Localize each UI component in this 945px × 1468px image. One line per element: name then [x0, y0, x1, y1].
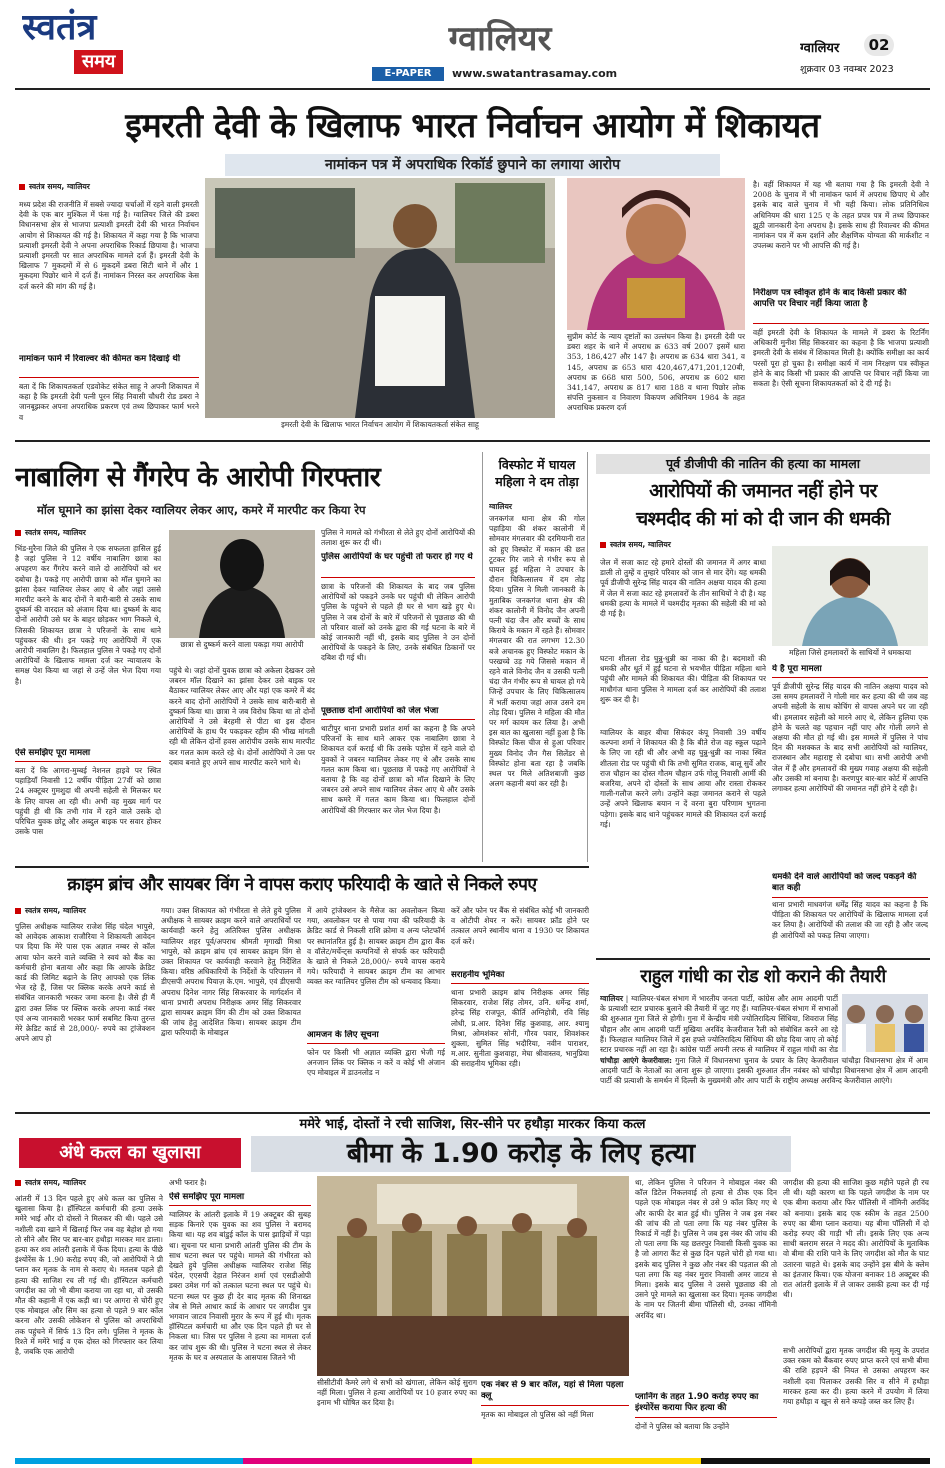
- photo-accused: [169, 530, 315, 638]
- col1-subhead: ऐसे समझिए पूरा मामला: [15, 748, 161, 762]
- story-gangrape: [15, 452, 475, 862]
- logo-top: स्वतंत्र: [22, 8, 97, 48]
- col1-para3: ग्वालियर के बाहर बीचा सिकंदर कंपू निवासी 39 वर्षीय कल्पना शर्मा ने शिकायत की है कि बीते रोज वह स्कूल पढ़ाने के लिए जा रही थी और अभी वह घुन्नु-धुन्नी का नाका स्थित शीतला रोड पर पहुंची थी कि तभी सुमित राजक, बालू सुर्वे और राज चौहान का दोस्त गौतम चौहान उर्फ गोलू निवासी आर्मी की बजरिया, अपने दो दोस्तों के साथ आया और रास्ता रोककर गाली-गलौज करने लगे। उन्होंने कहा जमानत कराने से पहले उन्हें अपने खिलाफ बयान न दें वरना बुरा परिणाम भुगतना पड़ेगा। इसके बाद थाने पहुंचकर मामले की शिकायत दर्ज कराई गई।: [600, 728, 766, 829]
- headline: विस्फोट में घायल महिला ने दम तोड़ा: [495, 457, 579, 489]
- headline: राहुल गांधी का रोड शो कराने की तैयारी: [640, 966, 886, 987]
- kicker: ममेरे भाई, दोस्तों ने रची साजिश, सिर-सीने पर हथौड़ा मारकर किया कत्ल: [299, 1117, 646, 1132]
- epaper-strip: [372, 67, 748, 81]
- photo-complainant: [205, 178, 555, 418]
- byline-marker: [15, 1180, 21, 1186]
- edition-box: [800, 34, 920, 74]
- city-title: ग्वालियर: [448, 19, 552, 59]
- byline-text: स्वतंत्र समय, ग्वालियर: [610, 540, 671, 549]
- photo-imarti-devi: [567, 178, 745, 330]
- byline: [600, 540, 760, 552]
- col4-para2: थाना प्रभारी क्राइम ब्रांच निरीक्षक अमर सिंह सिकरवार, राजेश सिंह तोमर, उनि. धर्मेन्द्र शर्मा, हरेन्द्र सिंह राजपूत, कीर्ति अग्निहोत्री, रवि सिंह लोधी, प्र.आर. दिनेश सिंह कुशवाह, आर. श्यामु मिश्रा, ओमशंकर सोनी, गौरव पवार, शिवशंकर शुक्ला, सुमित सिंह भदौरिया, नवीन पाराशर, म.आर. सुनीता कुशवाहा, मेघा श्रीवास्तव, भानुप्रिया की सराहनीय भूमिका रही।: [451, 988, 589, 1069]
- col2-para2: थाना प्रभारी माधवगंज धर्मेंद्र सिंह यादव का कहना है कि पीड़िता की शिकायत पर आरोपियों के खिलाफ मामला दर्ज कर लिया है। आरोपियों की तलाश की जा रही है और जल्द ही आरोपियों को पकड़ लिया जाएगा।: [772, 900, 928, 940]
- body2-text: गुना जिले में विधानसभा चुनाव के प्रचार के लिए केजरीवाल चांचौड़ा विधानसभा क्षेत्र में आम आदमी पार्टी के नेताओं का आना शुरू हो जाएगा। इसकी शुरुआत तीन नवंबर को चांचौड़ा विधानसभा क्षेत्र में आम आदमी पार्टी की प्रत्याशी के समर्थन में दिल्ली के मुख्यमंत्री और आप पार्टी के राष्ट्रीय अध्यक्ष अरविन्द केजरीवाल आएंगे।: [600, 1056, 928, 1086]
- col2: गया। उक्त शिकायत को गंभीरता से लेते हुये पुलिस अधीक्षक ने सायबर क्राइम करने वाले अपराधियों पर कार्यवाही करने हेतु अतिरिक्त पुलिस अधीक्षक ग्वालियर शहर पूर्व/अपराध श्रीमती मृगाखी मिश्रा भापुसे, को क्राइम ब्रांच एवं सायबर क्राइम विंग से उक्त शिकायत पर कार्यवाही करवाने हेतु निर्देशित किया। वरिष्ठ अधिकारियों के निर्देशों के परिपालन में डीएसपी अपराध पियाज़ के.एम. भापुसे, एवं डीएसपी अपराध दिनेश नागर सिंह सिकरवार के मार्गदर्शन में थाना प्रभारी अपराध निरीक्षक अमर सिंह सिकरवार द्वारा सायबर क्राइम विंग की टीम को उक्त शिकायत की जांच हेतु आदेशित किया। सायबर क्राइम टीम द्वारा फरियादी के मोबाइल: [161, 906, 301, 1038]
- col1-para2: बता दें कि आगरा-मुम्बई नेशनल हाइवे पर स्थित पहाड़ियाँ निवासी 12 वर्षीय पीड़िता 27वीं को छात्रा 24 अक्टूबर गुमशुदा थी अपनी सहेली से मिलकर घर के लिए वापस आ रही थी। अभी वह मुख्य मार्ग पर पहुंची ही थी कि तभी गांव में रहने वाले उसके दो परिचित युवक छोटू और अब्दुल बाइक पर सवार होकर उसके पास: [15, 766, 161, 837]
- kicker: पूर्व डीजीपी की नातिन की हत्या का मामला: [596, 454, 930, 474]
- tag: अंधे कत्ल का खुलासा: [19, 1138, 241, 1168]
- col2-subhead1: ये है पूरा मामला: [772, 664, 928, 678]
- col3-para3: थाटीपुर थाना प्रभारी प्रशांत शर्मा का कहना है कि अपने परिजनों के साथ थाने आकर एक नाबालिग छात्रा ने शिकायत दर्ज कराई थी कि उसके पड़ोस में रहने वाले दो युवकों ने जबरन ग्वालियर लेकर गए थे और उसके साथ गलत काम किया था। पूछताछ में पकड़े गए आरोपियों ने बताया है कि वह दोनों छात्रा को मॉल दिखाने के लिए जबरन उसे अपने साथ ग्वालियर लेकर आए थे और उसके साथ कमरे में गलत काम किया था। फिलहाल दोनों आरोपियों की गिरफ्तार कर जेल भेज दिया है।: [321, 724, 475, 815]
- byline-text: स्वतंत्र समय, ग्वालियर: [29, 182, 90, 191]
- col3-para1: सुप्रीम कोर्ट के न्याय दृष्टांतों का उल्लंघन किया है। इमरती देवी पर डबरा शहर के थाने में अपराध क्र 633 वर्ष 2007 इसमें धारा 353, 186,427 और 147 है। अपराध क्र 634 धारा 341, व 145, अपराध क्र 653 धारा 420,467,471,201,120बी, अपराध क्र 668 धारा 500, 506, अपराध क्र 602 धारा 341,147, अपराध क्र 817 धारा 188 व थाना पिछोर लोक संपत्ति नुकसान व निवारण विकपण अधिनियम 1984 के तहत अपराधिक प्रकरण दर्ज: [567, 332, 745, 413]
- col4: करें और फोन पर बैंक से संबंधित कोई भी जानकारी व ओटीपी शेयर न करें। सायबर फ्रॉड होने पर तत्काल अपने स्थानीय थाना व 1930 पर शिकायत दर्ज करें।: [451, 906, 589, 946]
- headline-line1: आरोपियों की जमानत नहीं होने पर: [649, 480, 877, 502]
- col2-para2: ग्वालियर के आंतरी इलाके में 19 अक्टूबर की सुबह सड़क किनारे एक युवक का शव पुलिस ने बरामद किया था। यह शव बांडुई कॉल के पास झाड़ियों में पड़ा था। सूचना पर थाना प्रभारी आंतरी पुलिस की टीम के साथ घटना स्थल पर पहुंचे। मामले की गंभीरता को देखते हुये पुलिस अधीक्षक ग्वालियर राजेश सिंह चंदेल, एएसपी देहात निरंजन शर्मा एवं एसडीओपी डबरा उमेश गर्ग को तत्काल घटना स्थल पर पहुंचे थे। घटना स्थल पर कुछ ही देर बाद मृतक की शिनाख्त जेब से मिले आधार कार्ड के आधार पर जगदीश पुत्र भगवान जाटव निवासी मुरार के रूप में हुई थी। मृतक हॉस्पिटल कर्मचारी था और एक दिन पहले ही घर से निकला था। जिस पर पुलिस ने हत्या का मामला दर्ज कर जांच शुरू की थी। पुलिस ने घटना स्थल से लेकर मृतक के घर व अस्पताल के आसपास जितने भी: [169, 1210, 311, 1362]
- photo1-caption: इमरती देवी के खिलाफ भारत निर्वाचन आयोग में शिकायतकर्ता संकेत साहू: [281, 420, 479, 429]
- issue-date: शुक्रवार 03 नवम्बर 2023: [800, 64, 894, 74]
- col1-para1: जेल में सजा काट रहे हमारे दोस्तों की जमानत में अगर बाधा डाली तो तुम्हें व तुम्हारे परिवार को जान से मार देंगे। यह धमकी पूर्व डीजीपी सुरेन्द्र सिंह यादव की नातिन अक्षया यादव की हत्या में जेल में सजा काट रहे हमलावरों के तीन साथियों ने दी है। यह धमकी हत्या के मामले में चश्मदीद मृतका की सहेली की मां को दी गई है।: [600, 558, 766, 619]
- byline: [15, 528, 165, 540]
- col1-para1: मध्य प्रदेश की राजनीति में सबसे ज्यादा चर्चाओं में रहने वाली इमरती देवी के एक बार मुश्किल में फंस गई है। ग्वालियर जिले की डबरा विधानसभा क्षेत्र से भाजपा प्रत्याशी इमरती देवी की भारत निर्वाचन आयोग से शिकायत की गई है। शिकायत में कहा गया है कि भाजपा प्रत्याशी इमरती देवी ने अपना अपराधिक रिकार्ड छिपाया है। भाजपा प्रत्याशी इमरती पर सात अपराधिक मामले दर्ज हैं। इमरती देवी के खिलाफ 7 मुकदमों में से 6 मुकदमें डबरा सिटी थाने में और 1 मुकदमा पिछोर थाने में दर्ज हैं। नामांकन निरस्त कर अपराधिक केस दर्ज करने की मांग की गई है।: [19, 200, 199, 291]
- col3: में आये ट्रांजेक्शन के मैसेज का अवलोकन किया गया, अवलोकन पर से पाया गया की फरियादी के क्रेडिट कार्ड से निकली राशि क्रोमा व अन्य प्लेटफॉर्म पर स्थानांतरित हुई है। सायबर क्राइम टीम द्वारा बैंक व वॉलेट/मर्चेन्ट्स कम्पनियों से संपर्क कर फरियादी के खाते से निकले 28,000/- रुपये वापस कराये गये। फरियादी ने सायबर क्राइम टीम का आभार व्यक्त कर ग्वालियर पुलिस टीम को धन्यवाद किया।: [307, 906, 445, 987]
- masthead: [0, 0, 945, 90]
- col4: था, लेकिन पुलिस ने परिजन ने मोबाइल नंबर की कॉल डिटेल निकलवाई तो हत्या से ठीक एक दिन पहले एक मोबाइल नंबर से उसे 9 कॉल किए गए थे और काफी देर बात हुई थी। पुलिस ने जब इस नंबर की जांच की तो पता लगा कि यह नंबर पुलिस के रिकार्ड में नहीं है। पुलिस ने जब इस नंबर की जांच की तो पता लगा कि यह छतरपुर निवासी किसी युवक का है जो आगरा कैंट से कुछ दिन पहले चोरी हो गया था। इसके बाद पुलिस ने कुछ और नंबर की पड़ताल की तो पता लगा कि यह नंबर मुरार निवासी अमर जाटव से मिला। इसके बाद पुलिस ने उससे पूछताछ की तो उसने पूरे मामले का खुलासा कर दिया। मृतक जगदीश के नाम पर जितनी बीमा पॉलिसी थी, उनका नॉमिनी अरविंद था।: [635, 1178, 777, 1320]
- col4-para2: दोनों ने पुलिस को बताया कि उन्होंने: [635, 1422, 730, 1431]
- col1-subhead: नामांकन फार्म में रिवाल्वर की कीमत कम दिखाई थी: [19, 354, 199, 378]
- logo-bottom: समय: [74, 50, 123, 74]
- byline-text: स्वतंत्र समय, ग्वालियर: [25, 528, 86, 537]
- photo-caption: छात्रा से दुष्कर्म करने वाला पकड़ा गया आरोपी: [180, 640, 304, 649]
- story1-rule: [15, 440, 930, 442]
- col2-para1: पूर्व डीजीपी सुरेन्द्र सिंह यादव की नातिन अक्षया यादव को उस समय हमलावरों ने गोली मार कर हत्या की थी जब वह अपनी सहेली के साथ कोचिंग से वापस अपने घर जा रही थी। हमलावर सहेली को मारने आए थे, लेकिन हुलिया एक होने के चलते वह पहचान नहीं पाए और गोली लगने से अक्षया की मौत हो गई थी। इस मामले में पुलिस ने पांच दिन की मशक्कत के बाद सभी आरोपियों को ग्वालियर, राजस्थान और महाराष्ट्र से दबोचा था। सभी आरोपी अभी जेल में हैं और हमलावरों की मुख्य गवाह अक्षया की सहेली और उसकी मां बनाया है। करणपुर बार-बार कोर्ट में आपत्ति लगाकर हत्या आरोपियों की जमानत नहीं होने दे रही है।: [772, 682, 928, 794]
- byline-text: स्वतंत्र समय, ग्वालियर: [25, 1178, 86, 1187]
- body2: [600, 1056, 928, 1106]
- epaper-label: E-PAPER: [372, 67, 444, 81]
- col2-subhead2: धमकी देने वाले आरोपियों को जल्द पकड़ने की बात कही: [772, 872, 928, 898]
- col5-para2: सभी आरोपियों द्वारा मृतक जगदीश की मृत्यु के उपरांत उक्त रकम को बैंकवार रुपए प्राप्त करने एवं सभी बीमा की राशि हड़पने की नियत से उसका अपहरण कर नशीली दवा पिलाकर उसकी सिर व सीने में हथौड़ा मारकर हत्या कर दी। हत्या करने में उपयोग में लिया गया हथौड़ा व खून से सने कपड़े जब्त कर लिए हैं।: [783, 1346, 929, 1407]
- col1-para2: बता दें कि शिकायतकर्ता एडवोकेट संकेत साहू ने अपनी शिकायत में कहा है कि इमरती देवी पत्नी पूरन सिंह निवासी चौधरी रोड डबरा ने जानबूझकर अपना अपराधिक प्रकरण एवं तथ्य छिपाकर फार्म भरने व: [19, 382, 199, 422]
- story-threat: [596, 452, 930, 952]
- byline-marker: [15, 908, 21, 914]
- col1-para2: घटना शीतला रोड घुन्नु-धुन्नी का नाका की है। बदमाशों की धमकी और धूर्त में हुई घटना से भयभीत पीड़िता महिला थाने पहुंची और मामले की शिकायत की। पीड़िता की शिकायत पर माधौगंज थाना पुलिस ने मामला दर्ज कर आरोपियों की तलाश शुरू कर दी है।: [600, 654, 766, 704]
- byline: ग्वालियर: [489, 502, 512, 511]
- byline-marker: [600, 542, 606, 548]
- byline: [19, 182, 199, 194]
- col3-subhead1: पुलिस आरोपियों के घर पहुंची तो फरार हो गए थे: [321, 552, 475, 578]
- photo-police-press: [317, 1176, 629, 1376]
- story5-top-rule: [15, 866, 589, 868]
- photo-woman: [772, 546, 928, 646]
- color-registration-bar: [15, 1458, 930, 1464]
- col5: जगदीश की हत्या की साजिश कुछ महीने पहले ही रच ली थी। यही कारण था कि पहले जगदीश के नाम पर एक बीमा कराया और फिर पॉलिसी में नॉमिनी अरविंद को बनाया। इसके बाद एक स्कीम के तहत 2500 रुपए का बीमा प्लान कराया। यह बीमा पॉलिसी में दो करोड़ रुपए की गाड़ी भी ली। इसके लिए एक अन्य साथी बलराम सरल ने मदद की। आरोपियों के मुताबिक वो बीमा की राशि पाने के लिए जगदीश को मौत के घाट उतारना चाहते थे। इसके बाद उन्होंने इस बीमे के क्लेम का इंतजार किया। एक योजना बनाकर 18 अक्टूबर की रात आंतरी इलाके में ले जाकर उसकी हत्या कर दी गई थी।: [783, 1178, 929, 1300]
- masthead-rule: [15, 88, 930, 90]
- col2-subhead: ऐसे समझिए पूरा मामला: [169, 1192, 311, 1206]
- edition-name: ग्वालियर: [800, 41, 840, 56]
- photo-caption: महिला जिसे हमलावरों के साथियों ने धमकाया: [788, 648, 912, 657]
- subhead: मॉल घूमाने का झांसा देकर ग्वालियर लेकर आए, कमरे में मारपीट कर किया रेप: [37, 503, 366, 517]
- col1: पुलिस अधीक्षक ग्वालियर राजेश सिंह चंदेल भापुसे, को आवेदक आकाश राजौरिया ने शिकायती आवेदन पत्र दिया कि मेरे पास एक अज्ञात नम्बर से कॉल आया फोन करने वाले व्यक्ति ने स्वयं को बैंक का कर्मचारी होना बताया और कहा कि आपके क्रेडिट कार्ड की लिमिट बढ़ाने के लिए आपको एक लिंक भेज रहे हैं, जिस पर क्लिक करके अपने कार्ड से संबंधित जानकारी भरकर जमा करना है। जैसे ही मैं द्वारा उक्त लिंक पर क्लिक करके अपना कार्ड नंबर एवं अन्य जानकारी भरकर फार्म सबमिट किया तुरन्त मेरे क्रेडिट कार्ड से 28,000/- रुपये का ट्रांजेक्शन अपने आप हो: [15, 922, 155, 1044]
- col4-subhead: सराहनीय भूमिका: [451, 970, 589, 984]
- story-blast: [482, 452, 588, 862]
- col3-para1: पुलिस ने मामले को गंभीरता से लेते हुए दोनों आरोपियों की तलाश शुरू कर दी थी।: [321, 528, 475, 548]
- headline: नाबालिग से गैंगरेप के आरोपी गिरफ्तार: [15, 462, 381, 493]
- story-imarti-devi: [15, 92, 930, 442]
- story7-top-rule: [15, 1112, 930, 1114]
- story-cyber-refund: [15, 866, 589, 1106]
- body: जनकगंज थाना क्षेत्र की गोल पहाड़िया की शंकर कालोनी में सोमवार मंगलवार की दरमियानी रात को हुए विस्फोट में मकान की छत टूटकर गिर जाने से गंभीर रूप से घायल हुई महिला ने उपचार के दौरान चिकित्सालय में दम तोड़ दिया। पुलिस ने मिली जानकारी के मुताबिक जनकगंज थाना क्षेत्र की शंकर कालोनी में विनोद जैन अपनी पत्नी चंदा जैन और बच्चों के साथ किराये के मकान में रहते हैं। सोमवार मंगलवार की रात लगभग 12.30 बजे अचानक हुए विस्फोट मकान के परखच्चे उड़ गये जिससे मकान में रहने वाले विनोद जैन व उसकी पत्नी चंदा जैन गंभीर रूप से घायल हो गये जिन्हें उपचार के लिए चिकित्सालय में भर्ती कराया जहां आज उसने दम तोड़ दिया। पुलिस ने महिला की मौत पर मर्ग कायम कर लिया है। अभी इस बात का खुलासा नहीं हुआ है कि विस्फोट किस चीज से हुआ परिवार मुख्य विनोद जैन गैस सिलेंडर से विस्फोट होना बता रहा है जबकि स्थल पर मिले अतिशबाजी कुछ अलग कहानी बयां कर रही है।: [489, 514, 585, 789]
- byline-text: स्वतंत्र समय, ग्वालियर: [25, 906, 86, 915]
- byline: [15, 1178, 163, 1190]
- col4-subhead: प्लानिंग के तहत 1.90 करोड़ रुपए का इंश्योरेंस कराया फिर हत्या की: [635, 1392, 777, 1418]
- byline: ग्वालियर: [600, 994, 623, 1003]
- story6-top-rule: [596, 958, 930, 960]
- subhead: नामांकन पत्र में अपराधिक रिकॉर्ड छुपाने का लगाया आरोप: [225, 154, 720, 176]
- col2-para1: पहुंचे थे। जहां दोनों युवक छात्रा को अकेला देखकर उसे जबरन मॉल दिखाने का झांसा देकर उसे बाइक पर बैठाकर ग्वालियर लेकर आए और यहां एक कमरे में बंद करने बाद दोनों आरोपियों ने उसके साथ बारी-बारी से दुष्कर्म किया था। छात्रा ने जब विरोध किया था तो दोनों आरोपियों ने उसे बेरहमी से पीटा था इस दौरान आरोपियों के हाथ पैर पकड़कर रहीम की भीख मांगती रही थी लेकिन दोनों हवस आरोपीय उसके साथ मारपीट कर गलत काम करते रहे थे। दोनों आरोपियों ने उस पर दबाव बनाते हुए अपने साथ मारपीट करने भागे थे।: [169, 666, 315, 767]
- col1-para1: भिंड-मुरैना जिले की पुलिस ने एक सफलता हासिल हुई है जहां पुलिस ने 12 वर्षीय नाबालिग छात्रा का अपहरण कर गैंगरेप करने वाले दो आरोपियों को धर दबोचा है। पकड़े गए आरोपी छात्रा को मॉल घुमाने का झांसा देकर ग्वालियर लेकर आए थे और जहां उससे मारपीट करने के बाद दोनों ने बारी-बारी से उसके साथ दुष्कर्म की वारदात को अंजाम दिया था। दुष्कर्म के बाद दोनों आरोपी उसे घर के बाहर छोड़कर भाग निकले थे, जिसकी शिकायत छात्रा ने परिजनों के साथ थाने पहुंचकर की थी। इन पकड़े गए आरोपियों में एक आरोपी नाबालिग है। फिलहाल पुलिस ने पकड़े गए दोनों आरोपियों के खिलाफ मामला दर्ज कर न्यायालय के समक्ष पेश किया था जहां से उन्हें जेल भेज दिया गया है।: [15, 544, 161, 686]
- website-link[interactable]: www.swatantrasamay.com: [452, 67, 618, 80]
- body: ग्वालियर | ग्वालियर-चंबल संभाग में भारतीय जनता पार्टी, कांग्रेस और आम आदमी पार्टी के प्रत्याशी स्टार प्रचारक बुलाने की तैयारी में जुट गए हैं। ग्वालियर-चंबल संभाग में सभाओं की शुरुआत गुना जिले से होगी। गुना में केन्द्रीय मंत्री ज्योतिरादित्य सिंधिया, शिवराज सिंह चौहान और आम आदमी पार्टी मुखिया अरविंद केजरीवाल रैली को संबोधित करने आ रहे हैं। फिलहाल ग्वालियर जिले में इस हफ्ते ज्योतिरादित्य सिंधिया की छोड़ दिया जाए तो कोई स्टार प्रचारक नहीं आ रहा है। कांग्रेस पार्टी अपनी तरफ से ग्वालियर में राहुल गांधी का रोड: [600, 994, 838, 1054]
- col4-para1: है। वहीं शिकायत में यह भी बताया गया है कि इमरती देवी ने 2008 के चुनाव में भी नामांकन फार्म में अपराध छिपाए थे और इसके बाद वाले चुनाव में भी यही किया। लोक प्रतिनिधित्व अधिनियम की धारा 125 ए के तहत प्रपत्र पत्र में तथ्य छिपाकर झूठी जानकारी देना अपराध है। इसके साथ ही रिवाल्वर की कीमत नामांकन पत्र में कम दर्शाने और शैक्षणिक योग्यता की मार्कशीट न उपलब्ध कराने पर भी आपत्ति की गई है।: [753, 180, 929, 251]
- col2-para1: अभी फरार है।: [169, 1178, 207, 1187]
- page-number: 02: [864, 34, 894, 56]
- body2-sub: चांचौड़ा आएंगे केजरीवाल:: [600, 1056, 672, 1065]
- body-text: ग्वालियर-चंबल संभाग में भारतीय जनता पार्टी, कांग्रेस और आम आदमी पार्टी के प्रत्याशी स्टार प्रचारक बुलाने की तैयारी में जुट गए हैं। ग्वालियर-चंबल संभाग में सभाओं की शुरुआत गुना जिले से होगी। गुना में केन्द्रीय मंत्री ज्योतिरादित्य सिंधिया, शिवराज सिंह चौहान और आम आदमी पार्टी मुखिया अरविंद केजरीवाल रैली को संबोधित करने आ रहे हैं। फिलहाल ग्वालियर जिले में इस हफ्ते ज्योतिरादित्य सिंधिया की छोड़ दिया जाए तो कोई स्टार प्रचारक नहीं आ रहा है। कांग्रेस पार्टी अपनी तरफ से ग्वालियर में राहुल गांधी का रोड: [600, 994, 838, 1054]
- headline: क्राइम ब्रांच और सायबर विंग ने वापस कराए फरियादी के खाते से निकले रुपए: [67, 875, 537, 895]
- byline-marker: [19, 184, 25, 190]
- story-insurance-murder: [15, 1112, 930, 1458]
- col3-para2: छात्रा के परिजनों की शिकायत के बाद जब पुलिस आरोपियों को पकड़ने उनके घर पहुंची थी लेकिन आरोपी पुलिस के पहुंचने से पहले ही घर से भाग खड़े हुए थे। पुलिस ने जब दोनों के बारे में परिजनों से पूछताछ की थी तो परिवार वालों को उनके द्वारा की गई घटना के बारे में कोई जानकारी नहीं थी, इसके बाद पुलिस ने उन दोनों आरोपियों के पकड़ने के लिए, उनके संबंधित ठिकानों पर दबिश दी गई थी।: [321, 582, 475, 663]
- col3-subhead: आमजन के लिए सूचना: [307, 1030, 445, 1044]
- photo-leaders: [842, 994, 928, 1052]
- col1: आंतरी में 13 दिन पहले हुए अंधे कत्ल का पुलिस ने खुलासा किया है। हॉस्पिटल कर्मचारी की हत्या उसके ममेरे भाई और दो दोस्तों ने मिलकर की थी। पहले उसे नशीली दवा खाने में खिलाई फिर जब वह बेहोश हो गया तो सीने और सिर पर बार-बार हथौड़ा मारकर मार डाला। हत्या कर शव आंतरी इलाके में फेंक दिया। हत्या के पीछे इंश्योरेंस के 1.90 करोड़ रुपए की, जो आरोपियों ने प्री प्लान कर मृतक के नाम से कराए थे। मतलब पहले ही हत्या की साजिश रच ली गई थी। हॉस्पिटल कर्मचारी जगदीश का जो भी बीमा कराया जा रहा था, वो उसकी मौत की कहानी में एक कड़ी था। पर आगरा से चोरी हुए एक मोबाइल और सिम का हत्या से पहले 9 बार कॉल करना और उसकी लोकेशन से पुलिस को अपराधियों तक पहुंचने में सिर्फ 13 दिन लगे। पुलिस ने मृतक के रिश्ते में ममेरे भाई व एक दोस्त को गिरफ्तार कर लिया है, जबकि एक आरोपी: [15, 1194, 163, 1357]
- headline-line2: चश्मदीद की मां को दी जान की धमकी: [636, 508, 890, 530]
- headline: बीमा के 1.90 करोड़ के लिए हत्या: [251, 1136, 791, 1172]
- photo-caption: सीसीटीवी कैमरे लगे थे सभी को खंगाला, लेकिन कोई सुराग नहीं मिला। पुलिस ने हत्या आरोपियों पर 10 हजार रुपए का इनाम भी घोषित कर दिया है।: [317, 1378, 477, 1408]
- col3-subhead2: पूछताछ दोनों आरोपियों को जेल भेजा: [321, 706, 475, 720]
- col4-para2: वहीं इमरती देवी के शिकायत के मामले में डबरा के रिटर्निंग अधिकारी मुनीश सिंह सिकरवार का कहना है कि भाजपा प्रत्याशी इमरती देवी के संबंध में शिकायत मिली है। क्योंकि समीक्षा का कार्य परसों पूरा हो चुका है। समीक्षा कार्य में नाम निरक्षण पत्र स्वीकृत होने के बाद किसी भी प्रकार की आपत्ति पर विचार नहीं किया जा सकता है। ऐसी सूचना शिकायतकर्ता को दे दी गई है।: [753, 328, 929, 389]
- headline: इमरती देवी के खिलाफ भारत निर्वाचन आयोग में शिकायत: [125, 106, 820, 146]
- byline-marker: [15, 530, 21, 536]
- col3-para: मृतक का मोबाइल तो पुलिस को नहीं मिला: [481, 1410, 594, 1419]
- byline: [15, 906, 155, 918]
- logo: [22, 8, 162, 78]
- col3-para2: फोन पर किसी भी अज्ञात व्यक्ति द्वारा भेजी गई अनजान लिंक पर क्लिक न करें व कोई भी अंजान एप मोबाइल में डाउनलोड न: [307, 1048, 445, 1078]
- col3-subhead: एक नंबर से 9 बार कॉल, यहां से मिला पहला क्लू: [481, 1380, 629, 1406]
- col4-subhead: निरीक्षण पत्र स्वीकृत होने के बाद किसी प्रकार की आपत्ति पर विचार नहीं किया जाता है: [753, 288, 929, 324]
- story-rahul-roadshow: [596, 958, 930, 1108]
